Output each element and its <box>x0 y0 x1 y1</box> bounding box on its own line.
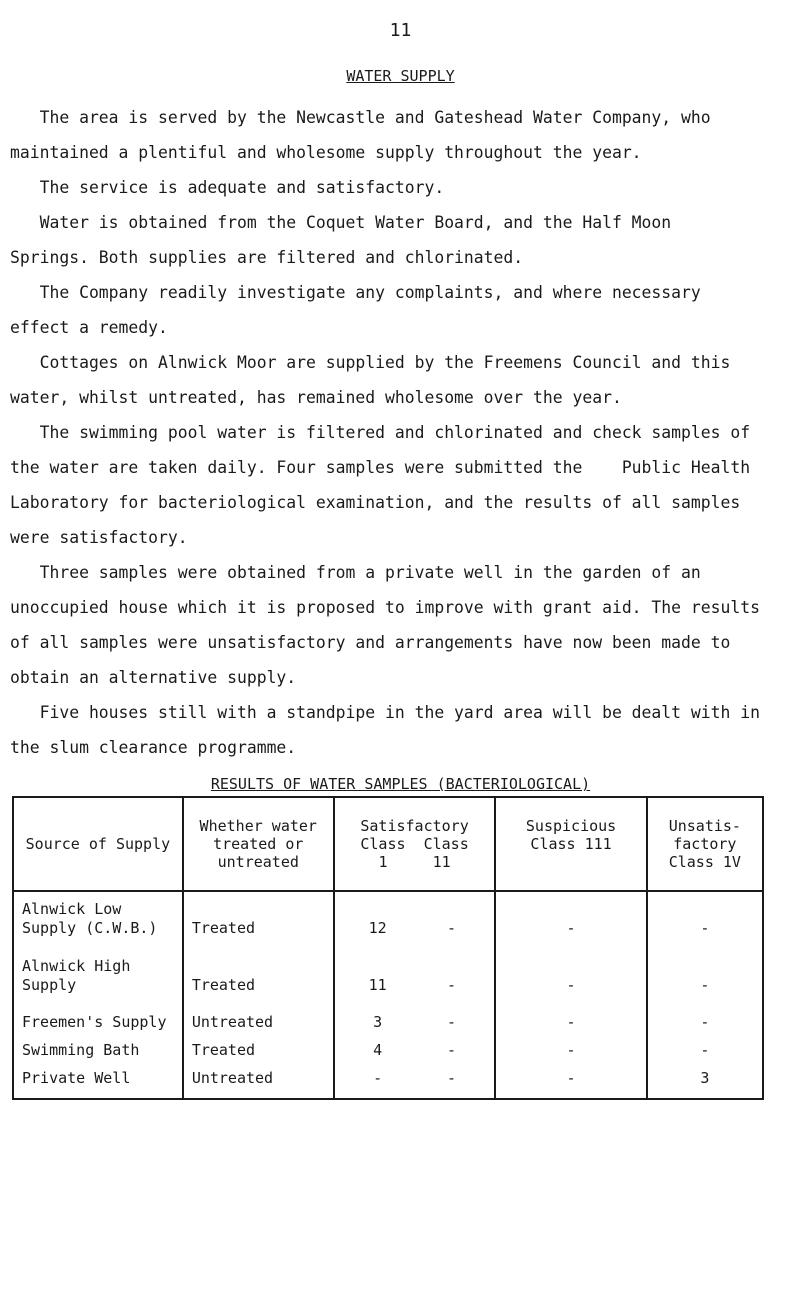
cell-treated <box>183 949 334 1009</box>
cell-suspicious <box>495 1009 646 1037</box>
cell-source: Private Well <box>13 1065 183 1099</box>
cell-value: Treated <box>191 976 256 994</box>
paragraph-line: The Company readily investigate any complaints, and where necessary <box>10 283 701 302</box>
table-row <box>13 949 763 1009</box>
cell-value: - <box>446 1069 456 1087</box>
cell-suspicious <box>495 949 646 1009</box>
cell-value: 4 <box>373 1041 383 1059</box>
cell-unsatisfactory <box>647 1037 763 1065</box>
table-header-row <box>13 797 763 891</box>
table-title: RESULTS OF WATER SAMPLES (BACTERIOLOGICAL) <box>210 775 591 793</box>
paragraph-line: water, whilst untreated, has remained wholesome over the year. <box>10 388 622 407</box>
cell-value: - <box>566 1069 576 1087</box>
results-table <box>12 796 764 1100</box>
paragraph-line: The service is adequate and satisfactory. <box>10 178 445 197</box>
cell-satisfactory <box>334 1065 496 1099</box>
cell-source: Swimming Bath <box>13 1037 183 1065</box>
header-treated: Whether water treated or untreated <box>183 797 334 891</box>
table-row <box>13 1009 763 1037</box>
cell-value: Untreated <box>191 1013 274 1031</box>
paragraph-line: were satisfactory. <box>10 528 188 547</box>
cell-value: - <box>700 1041 710 1059</box>
cell-value: - <box>446 976 456 994</box>
header-satisfactory: Satisfactory Class Class 1 11 <box>334 797 496 891</box>
cell-value: - <box>566 1041 576 1059</box>
cell-source: Alnwick Low Supply (C.W.B.) <box>13 891 183 949</box>
paragraph-line: Laboratory for bacteriological examination, and the results of all samples <box>10 493 741 512</box>
cell-value: 11 <box>368 976 387 994</box>
paragraph-line: maintained a plentiful and wholesome supply throughout the year. <box>10 143 642 162</box>
cell-suspicious <box>495 1037 646 1065</box>
cell-value: Untreated <box>191 1069 274 1087</box>
paragraph-line: obtain an alternative supply. <box>10 668 297 687</box>
table-row <box>13 891 763 949</box>
cell-value: - <box>446 1041 456 1059</box>
paragraph-line: the slum clearance programme. <box>10 738 297 757</box>
paragraph-line: unoccupied house which it is proposed to improve with grant aid. The results <box>10 598 760 617</box>
cell-value: - <box>373 1069 383 1087</box>
cell-value: Treated <box>191 1041 256 1059</box>
cell-value: - <box>566 919 576 937</box>
body-text <box>10 100 801 765</box>
paragraph-line: Three samples were obtained from a private well in the garden of an <box>10 563 701 582</box>
paragraph-line: Cottages on Alnwick Moor are supplied by the Freemens Council and this <box>10 353 731 372</box>
cell-treated <box>183 1009 334 1037</box>
header-source: Source of Supply <box>13 797 183 891</box>
cell-satisfactory <box>334 1037 496 1065</box>
header-suspicious: Suspicious Class 111 <box>495 797 646 891</box>
cell-unsatisfactory <box>647 1009 763 1037</box>
cell-suspicious <box>495 891 646 949</box>
paragraph-line: The swimming pool water is filtered and chlorinated and check samples of <box>10 423 751 442</box>
cell-treated <box>183 1037 334 1065</box>
cell-unsatisfactory <box>647 1065 763 1099</box>
cell-satisfactory <box>334 949 496 1009</box>
cell-value: - <box>446 919 456 937</box>
cell-value: - <box>446 1013 456 1031</box>
paragraph-line: Five houses still with a standpipe in the yard area will be dealt with in <box>10 703 760 722</box>
table-row <box>13 1037 763 1065</box>
paragraph-line: the water are taken daily. Four samples were submitted the Public Health <box>10 458 751 477</box>
cell-source: Freemen's Supply <box>13 1009 183 1037</box>
cell-unsatisfactory <box>647 949 763 1009</box>
cell-suspicious <box>495 1065 646 1099</box>
cell-value: - <box>566 976 576 994</box>
paragraph-line: Springs. Both supplies are filtered and chlorinated. <box>10 248 524 267</box>
cell-value: Treated <box>191 919 256 937</box>
page-number: 11 <box>389 20 412 41</box>
cell-value: 3 <box>373 1013 383 1031</box>
cell-value: - <box>700 919 710 937</box>
cell-value: - <box>700 1013 710 1031</box>
cell-unsatisfactory <box>647 891 763 949</box>
cell-value: 12 <box>368 919 387 937</box>
cell-treated <box>183 891 334 949</box>
cell-value: 3 <box>700 1069 710 1087</box>
cell-source: Alnwick High Supply <box>13 949 183 1009</box>
paragraph-line: Water is obtained from the Coquet Water Board, and the Half Moon <box>10 213 672 232</box>
cell-satisfactory <box>334 1009 496 1037</box>
cell-value: - <box>566 1013 576 1031</box>
cell-satisfactory <box>334 891 496 949</box>
cell-value: - <box>700 976 710 994</box>
header-unsatisfactory: Unsatis- factory Class 1V <box>647 797 763 891</box>
paragraph-line: The area is served by the Newcastle and Gateshead Water Company, who <box>10 108 711 127</box>
table-row <box>13 1065 763 1099</box>
paragraph-line: effect a remedy. <box>10 318 168 337</box>
paragraph-line: of all samples were unsatisfactory and arrangements have now been made to <box>10 633 731 652</box>
cell-treated <box>183 1065 334 1099</box>
document-title: WATER SUPPLY <box>346 67 455 85</box>
